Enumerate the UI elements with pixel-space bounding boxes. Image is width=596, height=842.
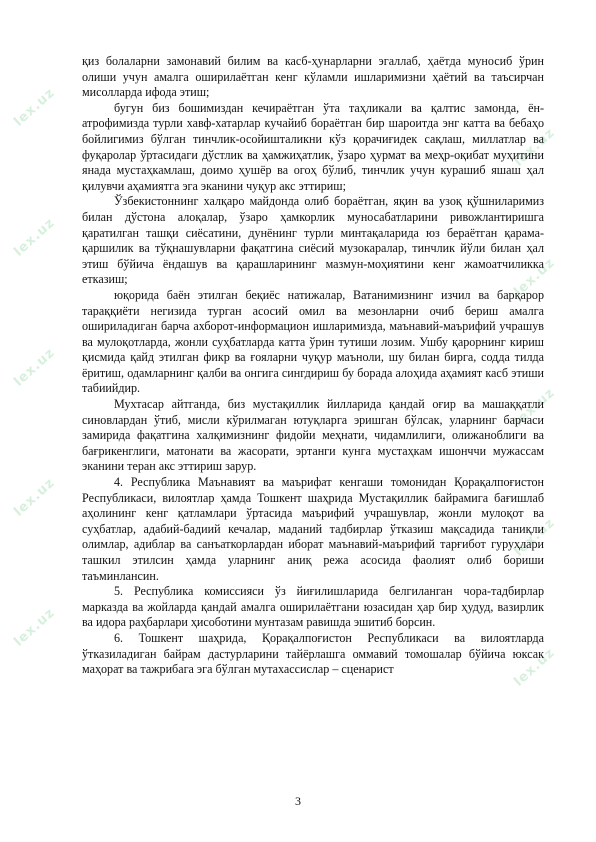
page-number: 3 <box>295 794 301 808</box>
paragraph: қиз болаларни замонавий билим ва касб-ҳунарларни эгаллаб, ҳаётда муносиб ўрин олиши учун амалга оширилаётган кенг кўламли ишларимизни ҳаётий ва таъсирчан мисолларда ифода этиш; <box>82 54 544 100</box>
watermark-text: lex.uz <box>11 475 59 520</box>
watermark-text: lex.uz <box>511 385 559 430</box>
watermark-text: lex.uz <box>511 125 559 170</box>
paragraph: Ўзбекистоннинг халқаро майдонда олиб бораётган, яқин ва узоқ қўшниларимиз билан дўстона алоқалар, ўзаро ҳамкорлик муносабатларини ривожлантиришга қаратилган ташқи сиёсатини, дунёнинг турли минтақаларида юз бераётган қарама-қаршилик ва тўқнашувларни фақатгина сиёсий музокаралар, тинчлик йўли билан ҳал этиш бўйича ёндашув ва қарашларининг мазмун-моҳиятини кенг жамоатчиликка етказиш; <box>82 194 544 287</box>
watermark-text: lex.uz <box>11 85 59 130</box>
paragraph: 5. Республика комиссияси ўз йиғилишларида белгиланган чора-тадбирлар марказда ва жойларда қандай амалга оширилаётгани юзасидан ҳар бир ҳудуд, вазирлик ва идора раҳбарлари ҳисоботини мунтазам равишда эшитиб борсин. <box>82 584 544 630</box>
document-body <box>82 54 544 678</box>
watermark-text: lex.uz <box>511 515 559 560</box>
paragraph: бугун биз бошимиздан кечираётган ўта таҳликали ва қалтис замонда, ён-атрофимизда турли хавф-хатарлар кучайиб бораётган бир шароитда энг катта ва бебаҳо бойлигимиз бўлган тинчлик-осойишталикни кўз қорачиғидек сақлаш, миллатлар ва фуқаролар ўртасидаги дўстлик ва ҳамжиҳатлик, ўзаро ҳурмат ва меҳр-оқибат муҳитини янада мустаҳкамлаш, доимо ҳушёр ва огоҳ бўлиб, тинчлик учун курашиб яшаш ҳал қилувчи аҳамиятга эга эканини чуқур акс эттириш; <box>82 100 544 193</box>
paragraph: Мухтасар айтганда, биз мустақиллик йилларида қандай оғир ва машаққатли синовлардан ўтиб, мисли кўрилмаган ютуқларга эришган бўлсак, уларнинг барчаси замирида фақатгина халқимизнинг фидойи меҳнати, чидамлилиги, олижаноблиги ва бағрикенглиги, матонати ва жасорати, эртанги кунга мустаҳкам ишонччи мужассам эканини теран акс эттириш зарур. <box>82 397 544 474</box>
watermark-text: lex.uz <box>11 345 59 390</box>
paragraph: юқорида баён этилган беқиёс натижалар, Ватанимизнинг изчил ва барқарор тараққиёти негизида турган асосий омил ва мезонларни очиб бериш амалга ошириладиган барча ахборот-информацион ишларимизда, маънавий-маърифий учрашув ва мулоқотларда, жонли суҳбатларда катта ўрин тутиши лозим. Ушбу қарорнинг кириш қисмида қайд этилган фикр ва ғояларни чуқур маъноли, шу билан бирга, содда тилда ёритиш, одамларнинг қалби ва онгига сингдириш бу борада алоҳида аҳамият касб этиши табиийдир. <box>82 287 544 396</box>
watermark-text: lex.uz <box>511 255 559 300</box>
watermark-text: lex.uz <box>11 215 59 260</box>
watermark-text: lex.uz <box>11 605 59 650</box>
paragraph: 4. Республика Маънавият ва маърифат кенгаши томонидан Қорақалпоғистон Республикаси, вилоятлар ҳамда Тошкент шаҳрида Мустақиллик байрамига бағишлаб аҳолининг кенг қатламлари ўртасида маърифий учрашувлар, жонли мулоқот ва суҳбатлар, адабий-бадиий кечалар, маданий тадбирлар ўтказиш мақсадида таниқли олимлар, адиблар ва санъаткорлардан иборат маънавий-маърифий тарғибот гуруҳлари ташкил этилсин ҳамда уларнинг аниқ режа асосида фаолият олиб бориши таъминлансин. <box>82 475 544 583</box>
watermark-text: lex.uz <box>511 645 559 690</box>
paragraph: 6. Тошкент шаҳрида, Қорақалпоғистон Республикаси ва вилоятларда ўтказиладиган байрам дастурларини тайёрлашга оммавий томошалар бўйича юксак маҳорат ва тажрибага эга бўлган мутахассислар – сценарист <box>82 630 544 677</box>
